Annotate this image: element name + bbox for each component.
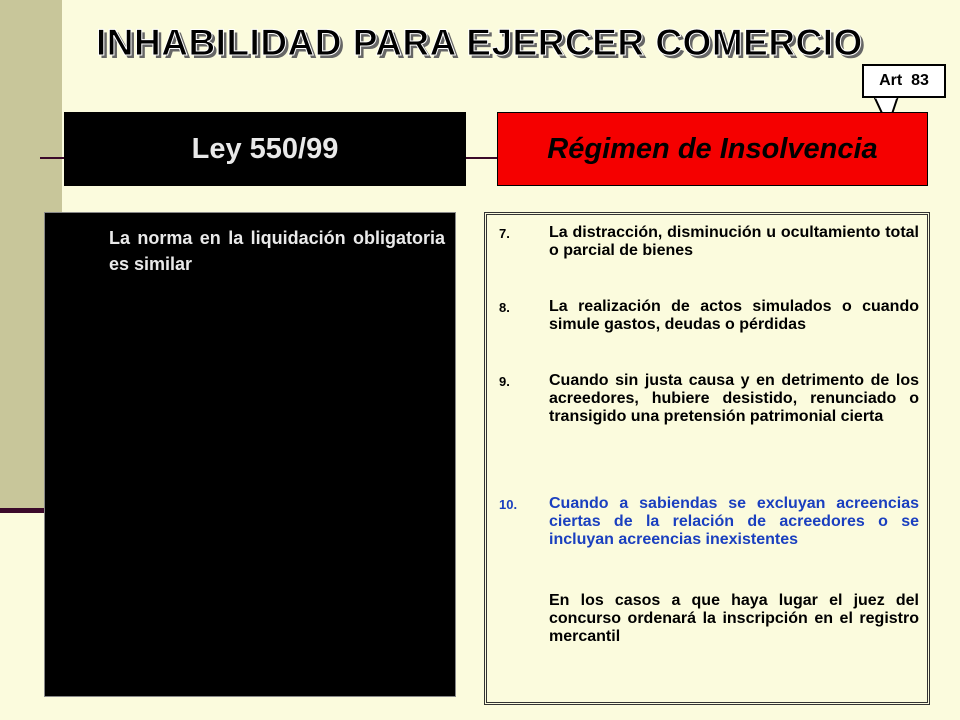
item-text: Cuando a sabiendas se excluyan acreencias ciertas de la relación de acreedores o se incluyan acreencias inexistentes <box>549 495 919 548</box>
left-panel <box>44 212 456 697</box>
item-text: La realización de actos simulados o cuando simule gastos, deudas o pérdidas <box>549 298 919 333</box>
article-callout: Art 83 <box>862 64 946 98</box>
item-text: Cuando sin justa causa y en detrimento de los acreedores, hubiere desistido, renunciado o transigido una pretensión patrimonial cierta <box>549 372 919 425</box>
list-item <box>499 372 919 426</box>
connector-line-middle <box>466 157 498 159</box>
item-number: 9. <box>499 374 510 389</box>
right-panel <box>484 212 930 705</box>
item-number: 7. <box>499 226 510 241</box>
item-number: 10. <box>499 497 518 512</box>
left-header: Ley 550/99 <box>64 112 466 186</box>
item-number: 8. <box>499 300 510 315</box>
item-text: La distracción, disminución u ocultamiento total o parcial de bienes <box>549 224 919 259</box>
list-item-note <box>499 592 919 646</box>
list-item <box>499 298 919 334</box>
item-number <box>499 592 549 646</box>
right-header: Régimen de Insolvencia <box>497 112 928 186</box>
left-panel-text: La norma en la liquidación obligatoria es similar <box>109 228 445 274</box>
slide-title: INHABILIDAD PARA EJERCER COMERCIO <box>96 22 863 63</box>
list-item <box>499 224 919 260</box>
item-text: En los casos a que haya lugar el juez del concurso ordenará la inscripción en el registro mercantil <box>549 592 919 645</box>
list-item-highlighted <box>499 495 919 549</box>
connector-line-left <box>40 157 66 159</box>
